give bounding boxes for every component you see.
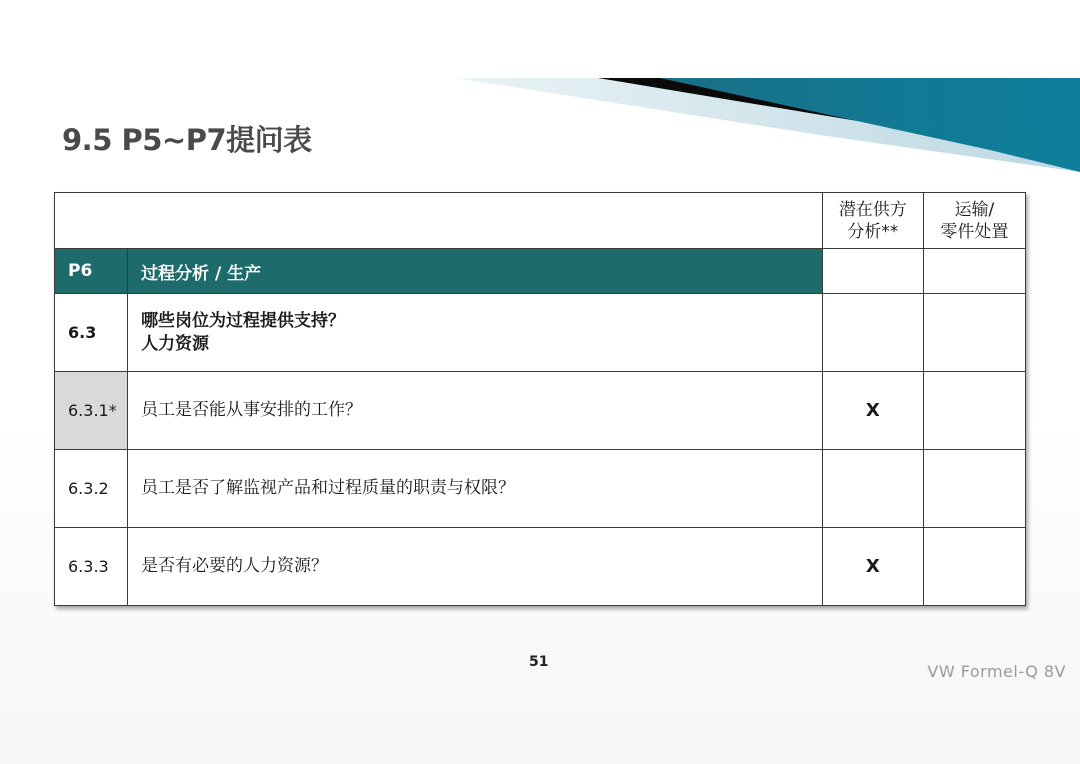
header-blank-cell: [55, 193, 823, 249]
row-id: 6.3.2: [55, 450, 128, 528]
section-label: 过程分析 / 生产: [141, 263, 262, 284]
subsection-question-cell: [128, 294, 823, 372]
row-supplier-mark: X: [822, 528, 923, 606]
header-supplier-line2: 分析**: [847, 221, 899, 242]
row-supplier-mark: X: [822, 372, 923, 450]
header-supplier-line1: 潜在供方: [838, 199, 907, 220]
section-row: [55, 249, 1026, 294]
row-question: 员工是否了解监视产品和过程质量的职责与权限？: [128, 450, 823, 528]
page-title: 9.5 P5~P7提问表: [62, 123, 312, 157]
row-transport-mark: [923, 372, 1025, 450]
subsection-topic: 人力资源: [141, 333, 210, 354]
footer-reference: VW Formel-Q 8V: [927, 662, 1066, 681]
table-row: [55, 528, 1026, 606]
table-row: [55, 372, 1026, 450]
header-transport-line2: 零件处置: [940, 221, 1009, 242]
section-supplier-cell: [822, 249, 923, 294]
header-transport: [923, 193, 1025, 249]
row-transport-mark: [923, 450, 1025, 528]
row-supplier-mark: [822, 450, 923, 528]
page-number: 51: [529, 654, 549, 670]
subsection-question: 哪些岗位为过程提供支持？: [141, 310, 346, 331]
section-transport-cell: [923, 249, 1025, 294]
header-supplier-analysis: [822, 193, 923, 249]
table-row: [55, 450, 1026, 528]
subsection-row: [55, 294, 1026, 372]
row-transport-mark: [923, 528, 1025, 606]
table-header-row: [55, 193, 1026, 249]
header-transport-line1: 运输/: [954, 199, 995, 220]
header-banner: [0, 0, 1080, 200]
row-question: 是否有必要的人力资源？: [128, 528, 823, 606]
row-id: 6.3.3: [55, 528, 128, 606]
subsection-supplier-cell: [822, 294, 923, 372]
section-label-cell: [128, 249, 823, 294]
row-question: 员工是否能从事安排的工作？: [128, 372, 823, 450]
subsection-transport-cell: [923, 294, 1025, 372]
question-table: [54, 192, 1026, 606]
section-id-cell: [55, 249, 128, 294]
subsection-id: 6.3: [55, 294, 128, 372]
row-id: 6.3.1*: [55, 372, 128, 450]
section-id: P6: [68, 261, 93, 281]
